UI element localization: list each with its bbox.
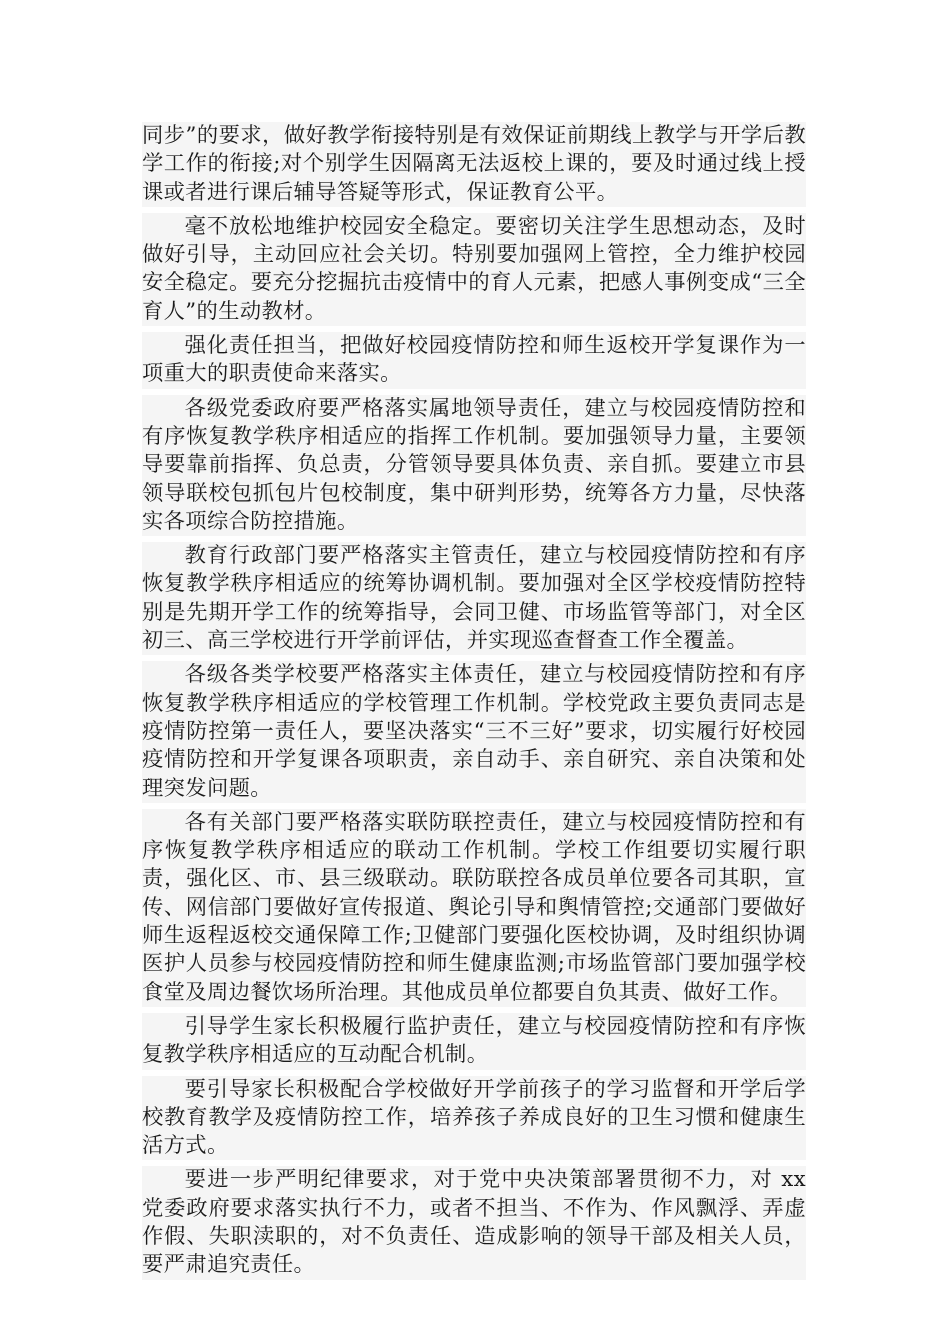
paragraph-5: 教育行政部门要严格落实主管责任，建立与校园疫情防控和有序恢复教学秩序相适应的统筹协调机制。要加强对全区学校疫情防控特别是先期开学工作的统筹指导，会同卫健、市场监管等部门，对全区初三、高三学校进行开学前评估，并实现巡查督查工作全覆盖。 [142,542,806,655]
document-body [142,122,806,1286]
paragraph-10: 要进一步严明纪律要求，对于党中央决策部署贯彻不力，对 xx 党委政府要求落实执行不力，或者不担当、不作为、作风飘浮、弄虚作假、失职渎职的，对不负责任、造成影响的领导干部及相关人员，要严肃追究责任。 [142,1166,806,1279]
paragraph-2: 毫不放松地维护校园安全稳定。要密切关注学生思想动态，及时做好引导，主动回应社会关切。特别要加强网上管控，全力维护校园安全稳定。要充分挖掘抗击疫情中的育人元素，把感人事例变成“三全育人”的生动教材。 [142,213,806,326]
paragraph-1: 同步”的要求，做好教学衔接特别是有效保证前期线上教学与开学后教学工作的衔接;对个别学生因隔离无法返校上课的，要及时通过线上授课或者进行课后辅导答疑等形式，保证教育公平。 [142,122,806,207]
paragraph-8: 引导学生家长积极履行监护责任，建立与校园疫情防控和有序恢复教学秩序相适应的互动配合机制。 [142,1013,806,1070]
paragraph-4: 各级党委政府要严格落实属地领导责任，建立与校园疫情防控和有序恢复教学秩序相适应的指挥工作机制。要加强领导力量，主要领导要靠前指挥、负总责，分管领导要具体负责、亲自抓。要建立市县领导联校包抓包片包校制度，集中研判形势，统筹各方力量，尽快落实各项综合防控措施。 [142,395,806,536]
paragraph-9: 要引导家长积极配合学校做好开学前孩子的学习监督和开学后学校教育教学及疫情防控工作，培养孩子养成良好的卫生习惯和健康生活方式。 [142,1076,806,1161]
paragraph-6: 各级各类学校要严格落实主体责任，建立与校园疫情防控和有序恢复教学秩序相适应的学校管理工作机制。学校党政主要负责同志是疫情防控第一责任人，要坚决落实“三不三好”要求，切实履行好校园疫情防控和开学复课各项职责，亲自动手、亲自研究、亲自决策和处理突发问题。 [142,661,806,802]
paragraph-3: 强化责任担当，把做好校园疫情防控和师生返校开学复课作为一项重大的职责使命来落实。 [142,332,806,389]
paragraph-7: 各有关部门要严格落实联防联控责任，建立与校园疫情防控和有序恢复教学秩序相适应的联动工作机制。学校工作组要切实履行职责，强化区、市、县三级联动。联防联控各成员单位要各司其职，宣传、网信部门要做好宣传报道、舆论引导和舆情管控;交通部门要做好师生返程返校交通保障工作;卫健部门要强化医校协调，及时组织协调医护人员参与校园疫情防控和师生健康监测;市场监管部门要加强学校食堂及周边餐饮场所治理。其他成员单位都要自负其责、做好工作。 [142,809,806,1007]
